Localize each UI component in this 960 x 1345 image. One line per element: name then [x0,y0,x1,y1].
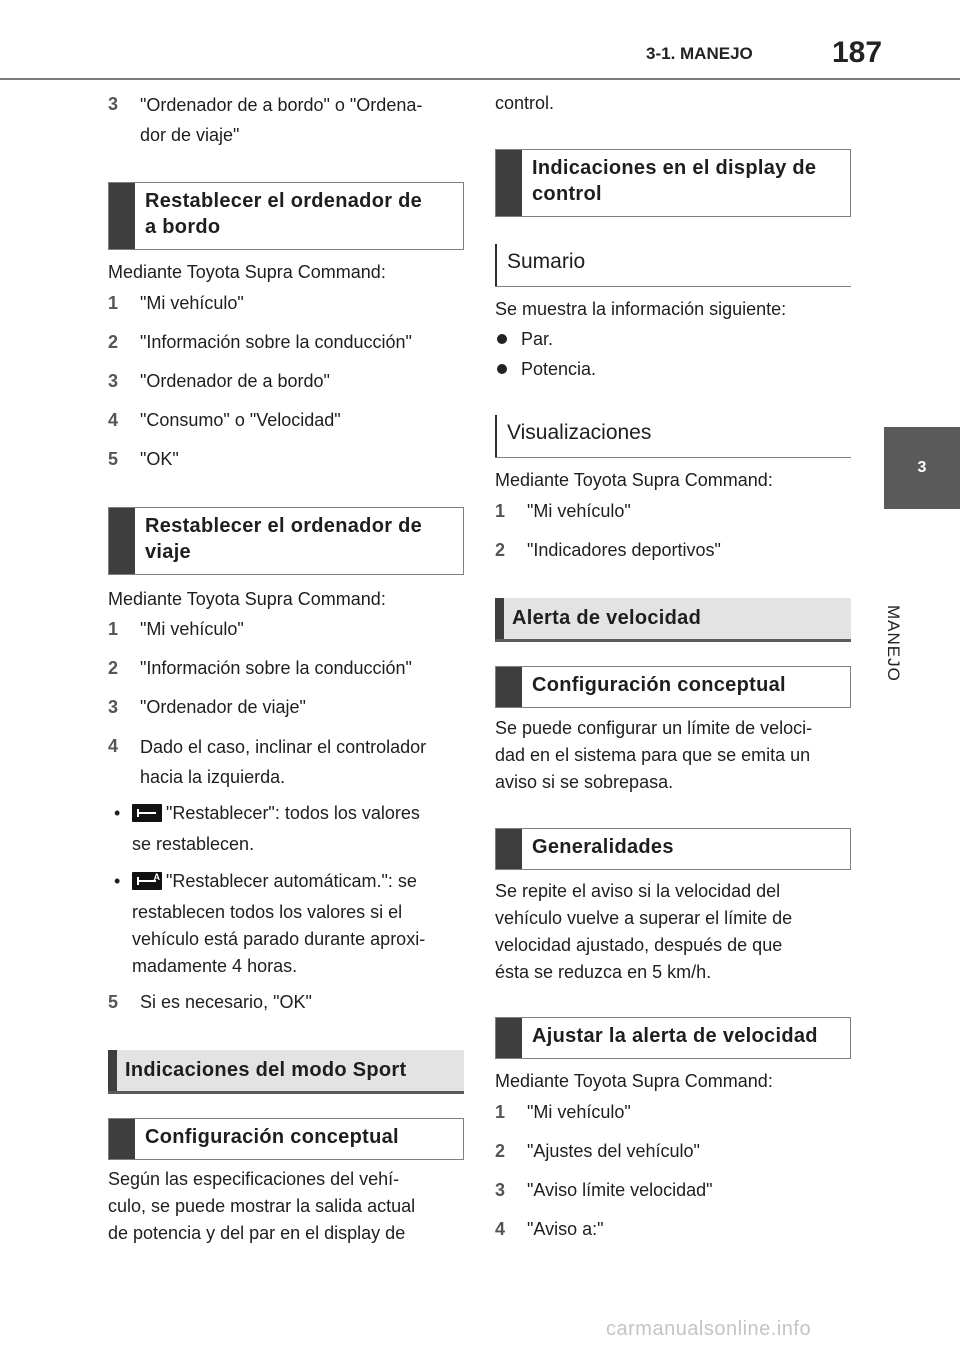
heading-bar [496,150,522,216]
bullet-text: Potencia. [521,359,597,379]
step-number: 5 [108,449,119,469]
step-number: 2 [495,540,506,560]
step-item [495,1098,631,1126]
step-item [108,615,244,643]
step-item [108,406,341,434]
section-heading-concept-sport [108,1118,464,1160]
step-number: 3 [495,1180,506,1200]
step-text: "Consumo" o "Velocidad" [140,410,341,430]
body-paragraph: Se puede configurar un límite de veloci- dad en el sistema para que se emita un aviso si se sobrepasa. [495,718,813,792]
step-number: 4 [495,1219,506,1239]
step-item [108,445,179,473]
step-number: 4 [108,410,119,430]
step-text: "Mi vehículo" [527,1102,631,1122]
section-heading-general [495,828,851,870]
bullet-dot-icon [497,364,507,374]
step-item [108,693,306,721]
heading-text: Sumario [507,250,586,273]
heading-bar [495,598,504,639]
heading-bar [496,1018,522,1058]
step-item [108,367,330,395]
step-text: "Mi vehículo" [140,619,244,639]
step-item [495,1137,700,1165]
watermark-text[interactable]: carmanualsonline.info [606,1318,812,1340]
step-number: 2 [108,658,119,678]
step-number: 4 [108,736,119,756]
sub-item-auto-reset [108,868,464,980]
section-heading-reset-trip-computer [108,507,464,575]
section-heading-concept-alert [495,666,851,708]
sub-item-reset [108,800,464,858]
continued-text: control. [495,93,555,113]
step-text: "Ordenador de a bordo" o "Ordena- dor de viaje" [140,95,423,145]
sub-item-text-cont: restablecen todos los valores si el vehículo está parado durante aproxi- madamente 4 horas. [132,902,426,976]
section-title: 3-1. MANEJO [646,44,753,63]
step-number: 2 [108,332,119,352]
page-number: 187 [832,36,883,69]
heading-text: Alerta de velocidad [512,607,702,629]
heading-text: Indicaciones del modo Sport [125,1059,407,1081]
step-text: Dado el caso, inclinar el controlador hacia la izquierda. [140,737,427,787]
heading-bar [109,508,135,574]
heading-text: Configuración conceptual [145,1126,399,1148]
sub-item-text: "Restablecer": todos los valores [166,803,420,823]
step-number: 1 [108,293,119,313]
chapter-label: MANEJO [884,605,903,682]
step-item [495,497,631,525]
bullet-item [495,356,596,383]
step-number: 3 [108,94,119,114]
heading-text: Restablecer el ordenador de viaje [145,515,423,563]
chapter-tab[interactable]: 3 [884,427,960,509]
step-text: "Mi vehículo" [527,501,631,521]
step-number: 3 [108,371,119,391]
step-text: "Mi vehículo" [140,293,244,313]
step-number: 1 [108,619,119,639]
heading-bar [108,1050,117,1091]
step-text: "Información sobre la conducción" [140,658,412,678]
intro-text: Mediante Toyota Supra Command: [108,262,386,282]
step-item [108,328,412,356]
heading-text: Restablecer el ordenador de a bordo [145,190,423,238]
step-text: "Indicadores deportivos" [527,540,721,560]
step-text: "Información sobre la conducción" [140,332,412,352]
step-text: "Aviso límite velocidad" [527,1180,713,1200]
section-heading-adjust-alert [495,1017,851,1059]
bullet-dot-icon [497,334,507,344]
step-item [495,1215,603,1243]
step-item [495,536,721,564]
step-number: 2 [495,1141,506,1161]
heading-bar [496,667,522,707]
step-text: "Ajustes del vehículo" [527,1141,700,1161]
step-text: Si es necesario, "OK" [140,992,312,1012]
auto-reset-icon: A [132,872,162,890]
bullet-text: Par. [521,329,554,349]
section-heading-reset-board-computer [108,182,464,250]
bullet-item [495,326,553,353]
sub-item-text-cont: se restablecen. [132,834,255,854]
sub-bullet: • [114,871,121,891]
step-number: 1 [495,501,506,521]
intro-text: Mediante Toyota Supra Command: [495,1071,773,1091]
step-text: "OK" [140,449,179,469]
body-paragraph: Según las especificaciones del vehí- culo, se puede mostrar la salida actual de potencia y del par en el display de [108,1169,416,1243]
heading-text: Ajustar la alerta de velocidad [532,1025,818,1047]
sub-bullet: • [114,803,121,823]
header-divider [0,78,960,80]
sub-item-text: "Restablecer automáticam.": se [166,871,417,891]
intro-text: Mediante Toyota Supra Command: [495,470,773,490]
step-item [108,289,244,317]
heading-text: Generalidades [532,836,674,858]
heading-bar [496,829,522,869]
step-text: "Ordenador de a bordo" [140,371,330,391]
step-item [108,988,312,1016]
section-heading-speed-alert [495,598,851,642]
step-item [108,654,412,682]
step-item [108,90,464,150]
step-number: 5 [108,992,119,1012]
intro-text: Mediante Toyota Supra Command: [108,589,386,609]
step-number: 3 [108,697,119,717]
reset-icon [132,804,162,822]
section-heading-summary [495,244,851,287]
step-number: 1 [495,1102,506,1122]
section-heading-sport-mode [108,1050,464,1094]
step-item [495,1176,713,1204]
heading-text: Indicaciones en el display de control [532,157,817,205]
section-heading-display [495,149,851,217]
section-heading-visualizations [495,415,851,458]
step-text: "Ordenador de viaje" [140,697,306,717]
heading-bar [109,1119,135,1159]
heading-text: Visualizaciones [507,421,652,444]
step-item [108,732,464,792]
heading-bar [109,183,135,249]
step-text: "Aviso a:" [527,1219,604,1239]
body-paragraph: Se repite el aviso si la velocidad del vehículo vuelve a superar el límite de velocidad ajustado, después de que ésta se reduzca en 5 km/h. [495,881,793,982]
intro-text: Se muestra la información siguiente: [495,299,787,319]
heading-text: Configuración conceptual [532,674,786,696]
